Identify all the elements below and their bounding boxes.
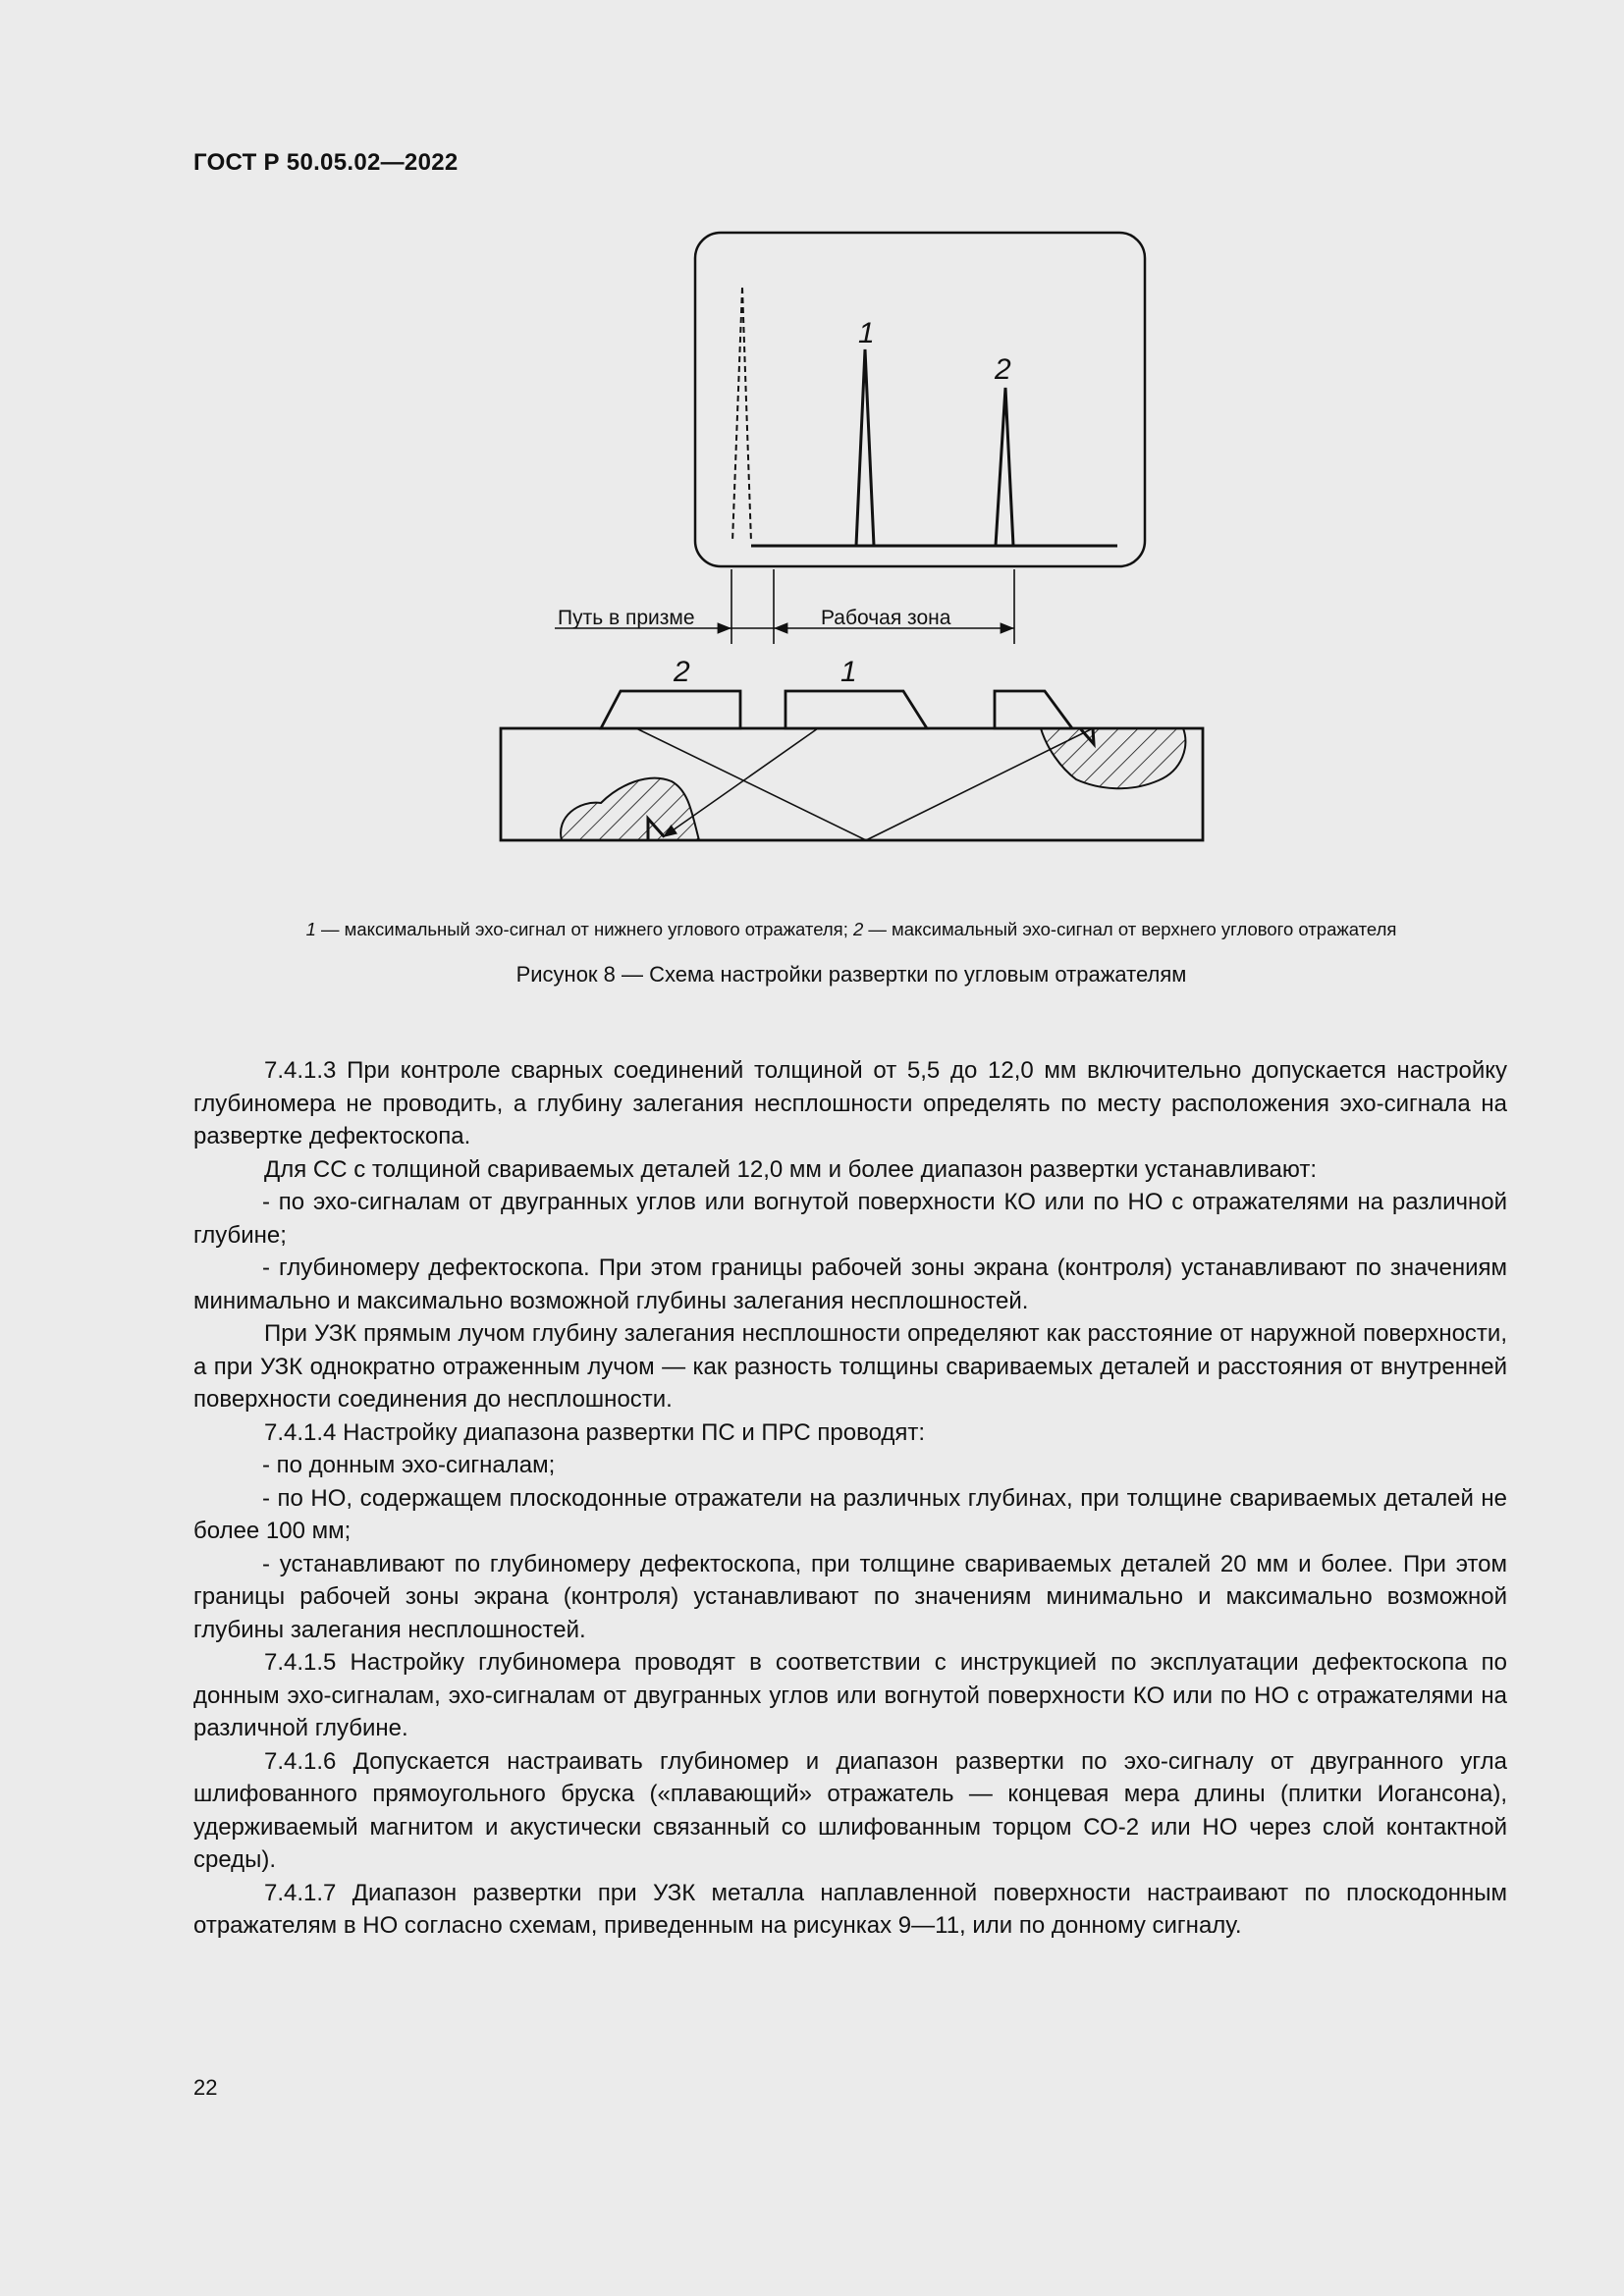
probe-label-1: 1 (840, 656, 857, 688)
document-header: ГОСТ Р 50.05.02—2022 (193, 149, 459, 176)
flaw-detector-screen (695, 233, 1145, 566)
echo-peak-2 (996, 388, 1013, 546)
paragraph-7-4-1-5: 7.4.1.5 Настройку глубиномера проводят в соответствии с инструкцией по эксплуатации дефектоскопа по донным эхо-сигналам, эхо-сигналам от двугранных углов или вогнутой поверхности КО или по НО с отражателями на различной глубине. (193, 1649, 1507, 1741)
paragraph-7-4-1-3: 7.4.1.3 При контроле сварных соединений толщиной от 5,5 до 12,0 мм включительно допускается настройку глубиномера не проводить, а глубину залегания несплошности определять по месту расположения эхо-сигнала на развертке дефектоскопа. (193, 1057, 1507, 1149)
list-item: - устанавливают по глубиномеру дефектоскопа, при толщине свариваемых деталей 20 мм и более. При этом границы рабочей зоны экрана (контроля) устанавливают по значениям минимально и максимально возможной глубины залегания несплошностей. (193, 1550, 1507, 1643)
initial-pulse-line (742, 288, 751, 542)
list-item: - по НО, содержащем плоскодонные отражатели на различных глубинах, при толщине свариваемых деталей не более 100 мм; (193, 1484, 1507, 1544)
paragraph-7-4-1-4: 7.4.1.4 Настройку диапазона развертки ПС и ПРС проводят: (264, 1418, 926, 1446)
paragraph: При УЗК прямым лучом глубину залегания несплошности определяют как расстояние от наружной поверхности, а при УЗК однократно отраженным лучом — как разность толщины свариваемых деталей и расстояния от внутренней поверхности соединения до несплошности. (193, 1320, 1507, 1413)
figure-legend: 1 — максимальный эхо-сигнал от нижнего углового отражателя; 2 — максимальный эхо-сигнал от верхнего углового отражателя (305, 919, 1397, 939)
upper-corner-defect (1041, 728, 1185, 788)
peak-label-2: 2 (995, 353, 1011, 386)
lower-corner-defect (561, 778, 699, 840)
figure-caption: Рисунок 8 — Схема настройки развертки по угловым отражателям (515, 962, 1187, 987)
beam-path-probe-1 (663, 728, 818, 837)
probe-label-2: 2 (674, 656, 690, 688)
list-item: - по донным эхо-сигналам; (262, 1452, 556, 1478)
paragraph-7-4-1-6: 7.4.1.6 Допускается настраивать глубиномер и диапазон развертки по эхо-сигналу от двугранного угла шлифованного прямоугольного бруска («плавающий» отражатель — концевая мера длины (плитки Иогансона), удерживаемый магнитом и акустически связанный со шлифованным торцом СО-2 или НО через слой контактной среды). (193, 1747, 1507, 1873)
dimension-label-zone: Рабочая зона (821, 607, 951, 629)
page-number: 22 (193, 2075, 218, 2100)
figure-8-diagram (0, 0, 1624, 982)
paragraph-7-4-1-7: 7.4.1.7 Диапазон развертки при УЗК металла наплавленной поверхности настраивают по плоскодонным отражателям в НО согласно схемам, приведенным на рисунках 9—11, или по донному сигналу. (193, 1879, 1507, 1939)
beam-path-probe-2 (636, 728, 1093, 840)
initial-pulse-line (732, 288, 742, 542)
body-text (193, 1054, 1507, 1943)
list-item: - глубиномеру дефектоскопа. При этом границы рабочей зоны экрана (контроля) устанавливают по значениям минимально и максимально возможной глубины залегания несплошностей. (193, 1255, 1507, 1314)
peak-label-1: 1 (858, 317, 875, 349)
probe-3 (995, 691, 1072, 728)
echo-peak-1 (856, 349, 874, 546)
paragraph: Для СС с толщиной свариваемых деталей 12,0 мм и более диапазон развертки устанавливают: (264, 1155, 1318, 1183)
probe-2 (601, 691, 740, 728)
list-item: - по эхо-сигналам от двугранных углов или вогнутой поверхности КО или по НО с отражателями на различной глубине; (193, 1189, 1507, 1249)
probe-1 (785, 691, 927, 728)
dimension-label-prism: Путь в призме (558, 607, 695, 629)
